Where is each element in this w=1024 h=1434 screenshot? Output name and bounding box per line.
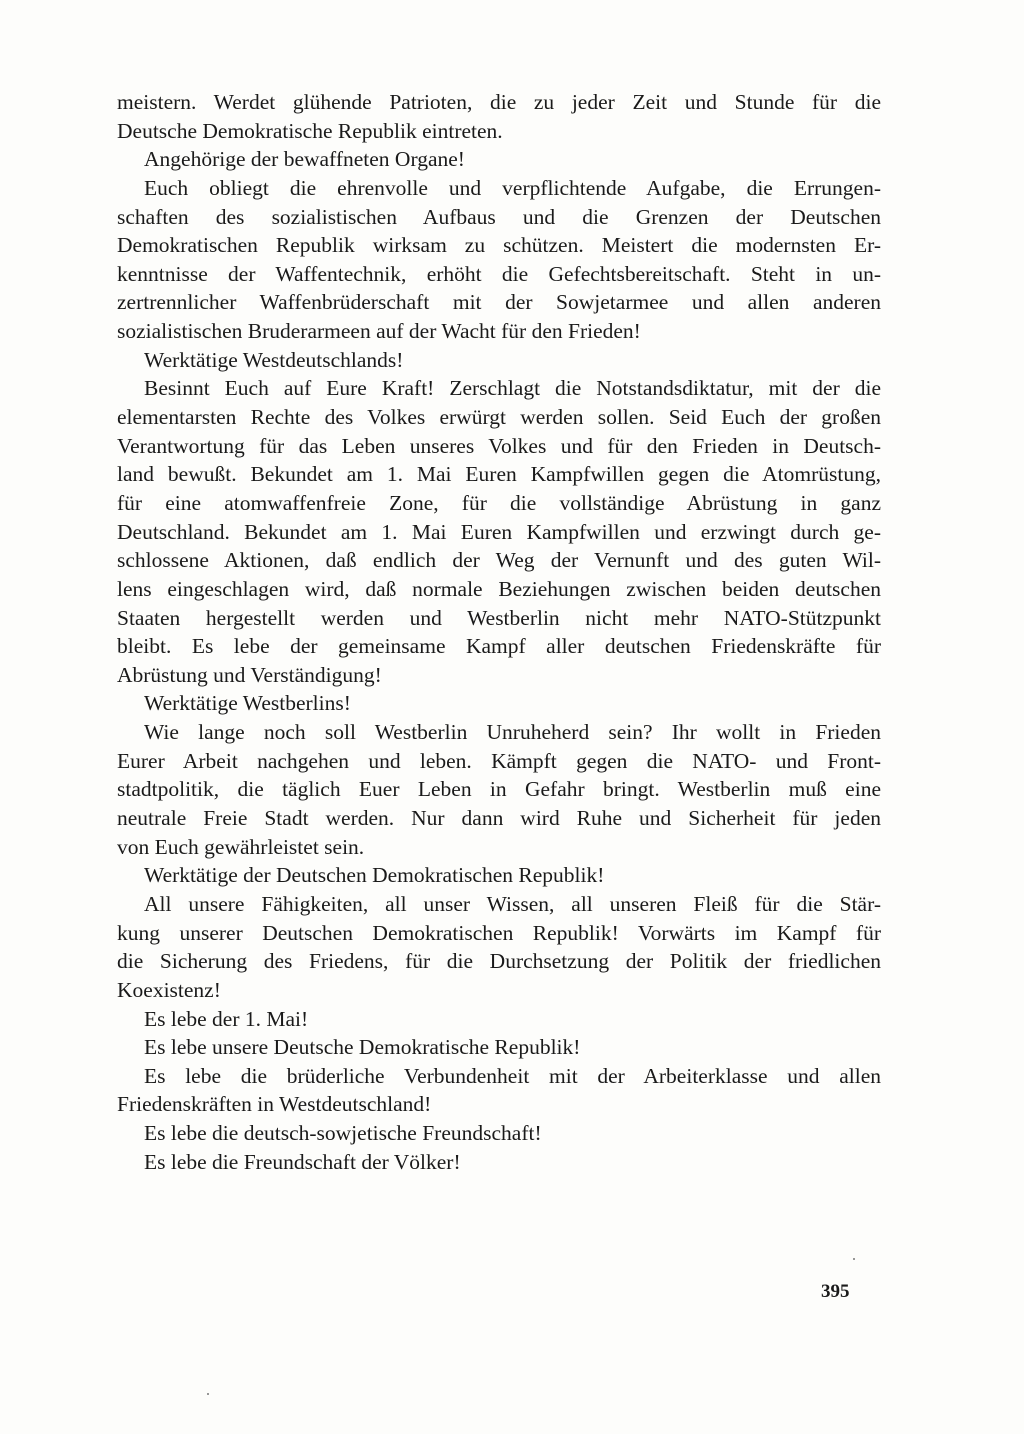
print-speck — [853, 1258, 855, 1260]
text-line — [117, 919, 881, 948]
text-line-content: neutrale Freie Stadt werden. Nur dann wird Ruhe und Sicherheit für jeden — [117, 806, 881, 831]
text-line — [117, 718, 881, 747]
text-line — [117, 145, 881, 174]
text-line-content: stadtpolitik, die täglich Euer Leben in Gefahr bringt. Westberlin muß eine — [117, 777, 881, 802]
text-line — [117, 1062, 881, 1091]
text-line — [117, 403, 881, 432]
text-line-content: elementarsten Rechte des Volkes erwürgt werden sollen. Seid Euch der großen — [117, 405, 881, 430]
text-line-content: meistern. Werdet glühende Patrioten, die zu jeder Zeit und Stunde für die — [117, 90, 881, 114]
text-line — [117, 689, 881, 718]
text-line-content: Deutsche Demokratische Republik eintreten. — [117, 118, 503, 143]
text-line — [117, 976, 881, 1005]
text-line — [117, 804, 881, 833]
text-line-content: Werktätige Westberlins! — [144, 691, 351, 716]
text-line-content: Abrüstung und Verständigung! — [117, 662, 382, 687]
text-line — [117, 1033, 881, 1062]
text-line — [117, 1119, 881, 1148]
text-line — [117, 288, 881, 317]
text-line-content: Es lebe die deutsch-sowjetische Freundschaft! — [144, 1121, 542, 1146]
text-line — [117, 890, 881, 919]
text-line-content: land bewußt. Bekundet am 1. Mai Euren Kampfwillen gegen die Atomrüstung, — [117, 462, 881, 487]
text-line — [117, 661, 881, 690]
text-line — [117, 460, 881, 489]
text-line-content: bleibt. Es lebe der gemeinsame Kampf aller deutschen Friedenskräfte für — [117, 634, 881, 659]
text-line-content: sozialistischen Bruderarmeen auf der Wacht für den Frieden! — [117, 319, 641, 344]
text-line-content: lens eingeschlagen wird, daß normale Beziehungen zwischen beiden deutschen — [117, 576, 881, 601]
text-line — [117, 260, 881, 289]
text-line — [117, 861, 881, 890]
text-line — [117, 231, 881, 260]
text-line — [117, 1090, 881, 1119]
text-line — [117, 632, 881, 661]
text-line-content: Friedenskräften in Westdeutschland! — [117, 1092, 432, 1117]
text-line-content: Es lebe der 1. Mai! — [144, 1006, 309, 1031]
text-line-content: die Sicherung des Friedens, für die Durchsetzung der Politik der friedlichen — [117, 949, 881, 974]
text-line-content: Angehörige der bewaffneten Organe! — [144, 147, 465, 172]
text-line — [117, 1148, 881, 1177]
text-line — [117, 747, 881, 776]
page-number: 395 — [821, 1281, 850, 1302]
text-line — [117, 432, 881, 461]
text-line — [117, 546, 881, 575]
text-line-content: für eine atomwaffenfreie Zone, für die vollständige Abrüstung in ganz — [117, 490, 881, 515]
text-line-content: Verantwortung für das Leben unseres Volkes und für den Frieden in Deutsch- — [117, 433, 881, 458]
text-line-content: Euch obliegt die ehrenvolle und verpflichtende Aufgabe, die Errungen- — [144, 175, 881, 200]
text-line-content: kung unserer Deutschen Demokratischen Republik! Vorwärts im Kampf für — [117, 920, 881, 945]
text-line — [117, 1005, 881, 1034]
text-line-content: Es lebe die Freundschaft der Völker! — [144, 1149, 461, 1174]
text-line-content: Deutschland. Bekundet am 1. Mai Euren Kampfwillen und erzwingt durch ge- — [117, 519, 881, 544]
text-line — [117, 833, 881, 862]
text-line-content: Werktätige Westdeutschlands! — [144, 347, 404, 372]
text-line — [117, 489, 881, 518]
text-line — [117, 775, 881, 804]
print-speck — [207, 1393, 209, 1395]
text-line-content: schlossene Aktionen, daß endlich der Weg der Vernunft und des guten Wil- — [117, 548, 881, 573]
text-line — [117, 317, 881, 346]
text-line-content: Wie lange noch soll Westberlin Unruheherd sein? Ihr wollt in Frieden — [144, 720, 881, 745]
text-line-content: All unsere Fähigkeiten, all unser Wissen, all unseren Fleiß für die Stär- — [144, 891, 881, 916]
text-line — [117, 374, 881, 403]
text-line-content: von Euch gewährleistet sein. — [117, 834, 365, 859]
text-line-content: Demokratischen Republik wirksam zu schützen. Meistert die modernsten Er- — [117, 233, 881, 258]
text-line-content: Staaten hergestellt werden und Westberlin nicht mehr NATO-Stützpunkt — [117, 605, 881, 630]
text-line — [117, 346, 881, 375]
text-line — [117, 88, 881, 117]
text-line-content: Eurer Arbeit nachgehen und leben. Kämpft gegen die NATO- und Front- — [117, 748, 881, 773]
text-line — [117, 947, 881, 976]
text-line-content: Es lebe unsere Deutsche Demokratische Republik! — [144, 1035, 581, 1060]
text-line — [117, 575, 881, 604]
body-text — [117, 88, 881, 1176]
text-line-content: schaften des sozialistischen Aufbaus und die Grenzen der Deutschen — [117, 204, 881, 229]
text-line — [117, 604, 881, 633]
text-line-content: Koexistenz! — [117, 977, 221, 1002]
text-line-content: zertrennlicher Waffenbrüderschaft mit der Sowjetarmee und allen anderen — [117, 290, 881, 315]
text-line — [117, 174, 881, 203]
text-line — [117, 203, 881, 232]
text-line-content: Besinnt Euch auf Eure Kraft! Zerschlagt die Notstandsdiktatur, mit der die — [144, 376, 881, 401]
text-line — [117, 117, 881, 146]
text-line-content: Werktätige der Deutschen Demokratischen Republik! — [144, 863, 605, 888]
text-line-content: kenntnisse der Waffentechnik, erhöht die Gefechtsbereitschaft. Steht in un- — [117, 261, 881, 286]
text-line — [117, 518, 881, 547]
text-line-content: Es lebe die brüderliche Verbundenheit mit der Arbeiterklasse und allen — [144, 1063, 881, 1088]
